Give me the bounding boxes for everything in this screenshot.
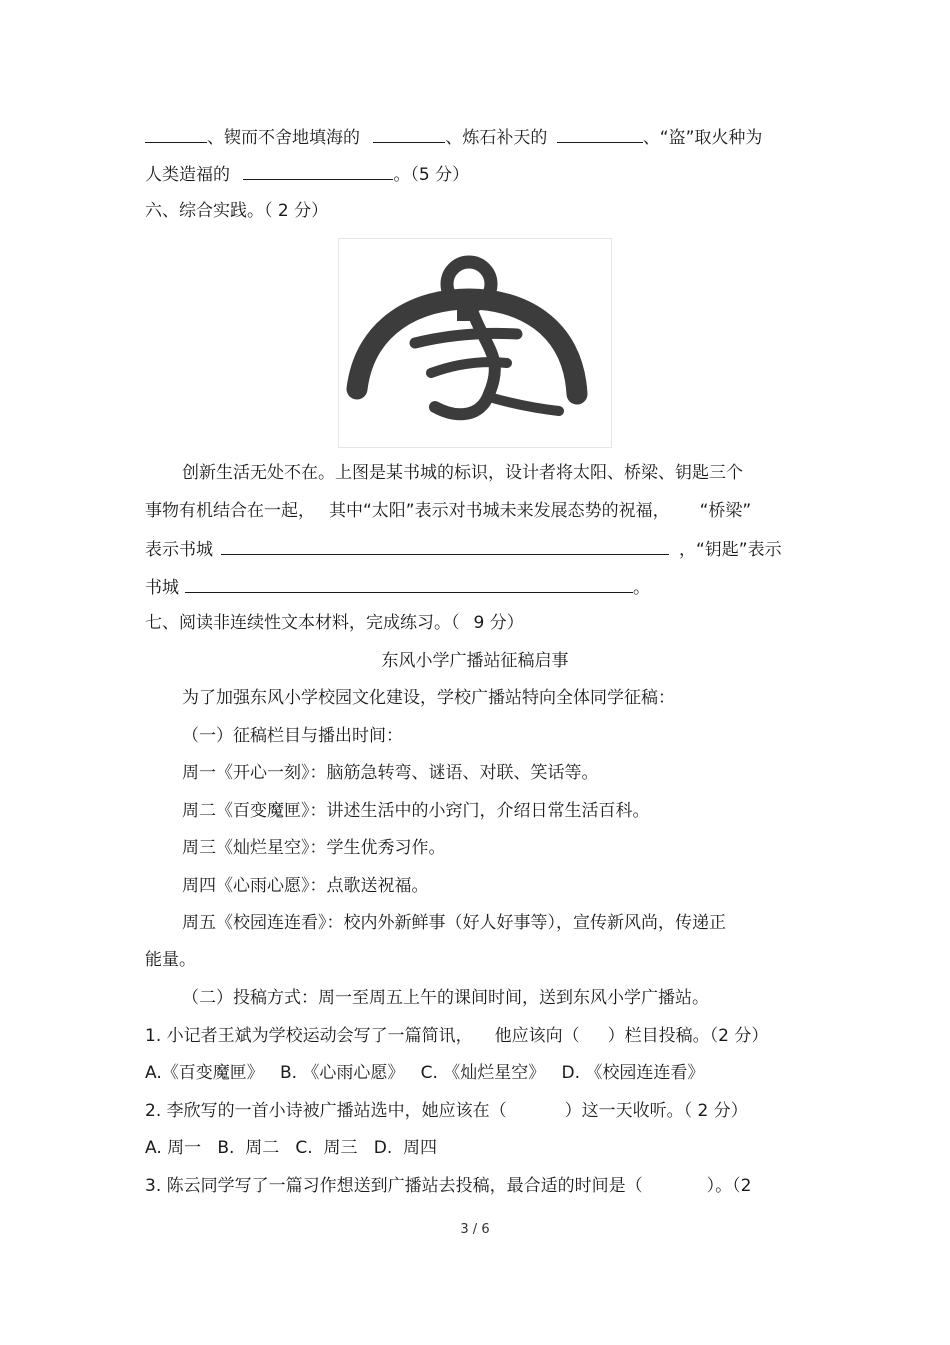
schedule-friday-cont: 能量。 [145, 950, 196, 970]
section-6-heading: 六、综合实践。（ 2 分） [145, 201, 329, 221]
answer-paren-space[interactable] [643, 1173, 707, 1191]
answer-blank[interactable] [373, 124, 445, 143]
section-7-heading [145, 611, 524, 635]
question-1-options: A.《百变魔匣》 B. 《心雨心愿》 C. 《灿烂星空》 D. 《校园连连看》 [145, 1063, 705, 1083]
bookstore-logo [338, 238, 612, 448]
paragraph [145, 499, 751, 523]
text: ）。（2 [706, 1176, 752, 1196]
text: 表示书城 [145, 540, 213, 560]
question-2-options: A. 周一 B. 周二 C. 周三 D. 周四 [145, 1138, 438, 1158]
schedule-thursday: 周四《心雨心愿》：点歌送祝福。 [182, 876, 429, 896]
text: ，“钥匙”表示 [679, 540, 782, 560]
page-number: 3 / 6 [460, 1222, 490, 1237]
answer-blank[interactable] [557, 124, 643, 143]
points: 9 分） [473, 613, 524, 633]
answer-paren-space[interactable] [507, 1098, 565, 1116]
text: 2. 李欣写的一首小诗被广播站选中，她应该在（ [145, 1101, 507, 1121]
answer-blank[interactable] [185, 574, 633, 593]
schedule-wednesday: 周三《灿烂星空》：学生优秀习作。 [182, 838, 446, 858]
text: 。（5 分） [393, 165, 470, 185]
answer-blank[interactable] [145, 124, 207, 143]
schedule-friday: 周五《校园连连看》：校内外新鲜事（好人好事等），宣传新风尚，传递正 [182, 913, 726, 933]
paragraph: 创新生活无处不在。上图是某书城的标识，设计者将太阳、桥梁、钥匙三个 [182, 463, 743, 483]
answer-paren-space[interactable] [580, 1023, 608, 1041]
text: 、炼石补天的 [445, 128, 548, 148]
question-2 [145, 1098, 748, 1123]
schedule-monday: 周一《开心一刻》：脑筋急转弯、谜语、对联、笑话等。 [182, 763, 599, 783]
text: 书城 [145, 578, 179, 598]
text: 、“盗”取火种为 [642, 128, 763, 148]
text: 、锲而不舍地填海的 [207, 128, 360, 148]
text: “桥梁” [699, 501, 752, 521]
notice-part-1: （一）征稿栏目与播出时间： [182, 726, 403, 746]
text: 七、阅读非连续性文本材料，完成练习。（ [145, 613, 460, 633]
notice-intro: 为了加强东风小学校园文化建设，学校广播站特向全体同学征稿： [182, 688, 675, 708]
text: 1. 小记者王斌为学校运动会写了一篇简讯， [145, 1026, 473, 1046]
fill-blank-line-2 [145, 161, 469, 187]
text: 人类造福的 [145, 165, 230, 185]
schedule-tuesday: 周二《百变魔匣》：讲述生活中的小窍门，介绍日常生活百科。 [182, 801, 650, 821]
text: 其中“太阳”表示对书城未来发展态势的祝福， [329, 501, 670, 521]
text: 他应该向（ [494, 1026, 580, 1046]
paragraph [145, 574, 650, 600]
fill-blank-line-1 [145, 124, 762, 150]
text: 。 [633, 578, 650, 598]
text: 3. 陈云同学写了一篇习作想送到广播站去投稿，最合适的时间是（ [145, 1176, 643, 1196]
bookstore-logo-icon [339, 239, 611, 447]
answer-blank[interactable] [221, 536, 669, 555]
question-1 [145, 1023, 768, 1048]
notice-title: 东风小学广播站征稿启事 [381, 651, 569, 671]
text: ）这一天收听。（ 2 分） [564, 1101, 748, 1121]
text: 事物有机结合在一起， [145, 501, 315, 521]
question-3 [145, 1173, 751, 1198]
notice-part-2: （二）投稿方式：周一至周五上午的课间时间，送到东风小学广播站。 [182, 988, 709, 1008]
paragraph [145, 536, 782, 562]
answer-blank[interactable] [243, 161, 393, 180]
text: ）栏目投稿。（2 分） [607, 1026, 769, 1046]
